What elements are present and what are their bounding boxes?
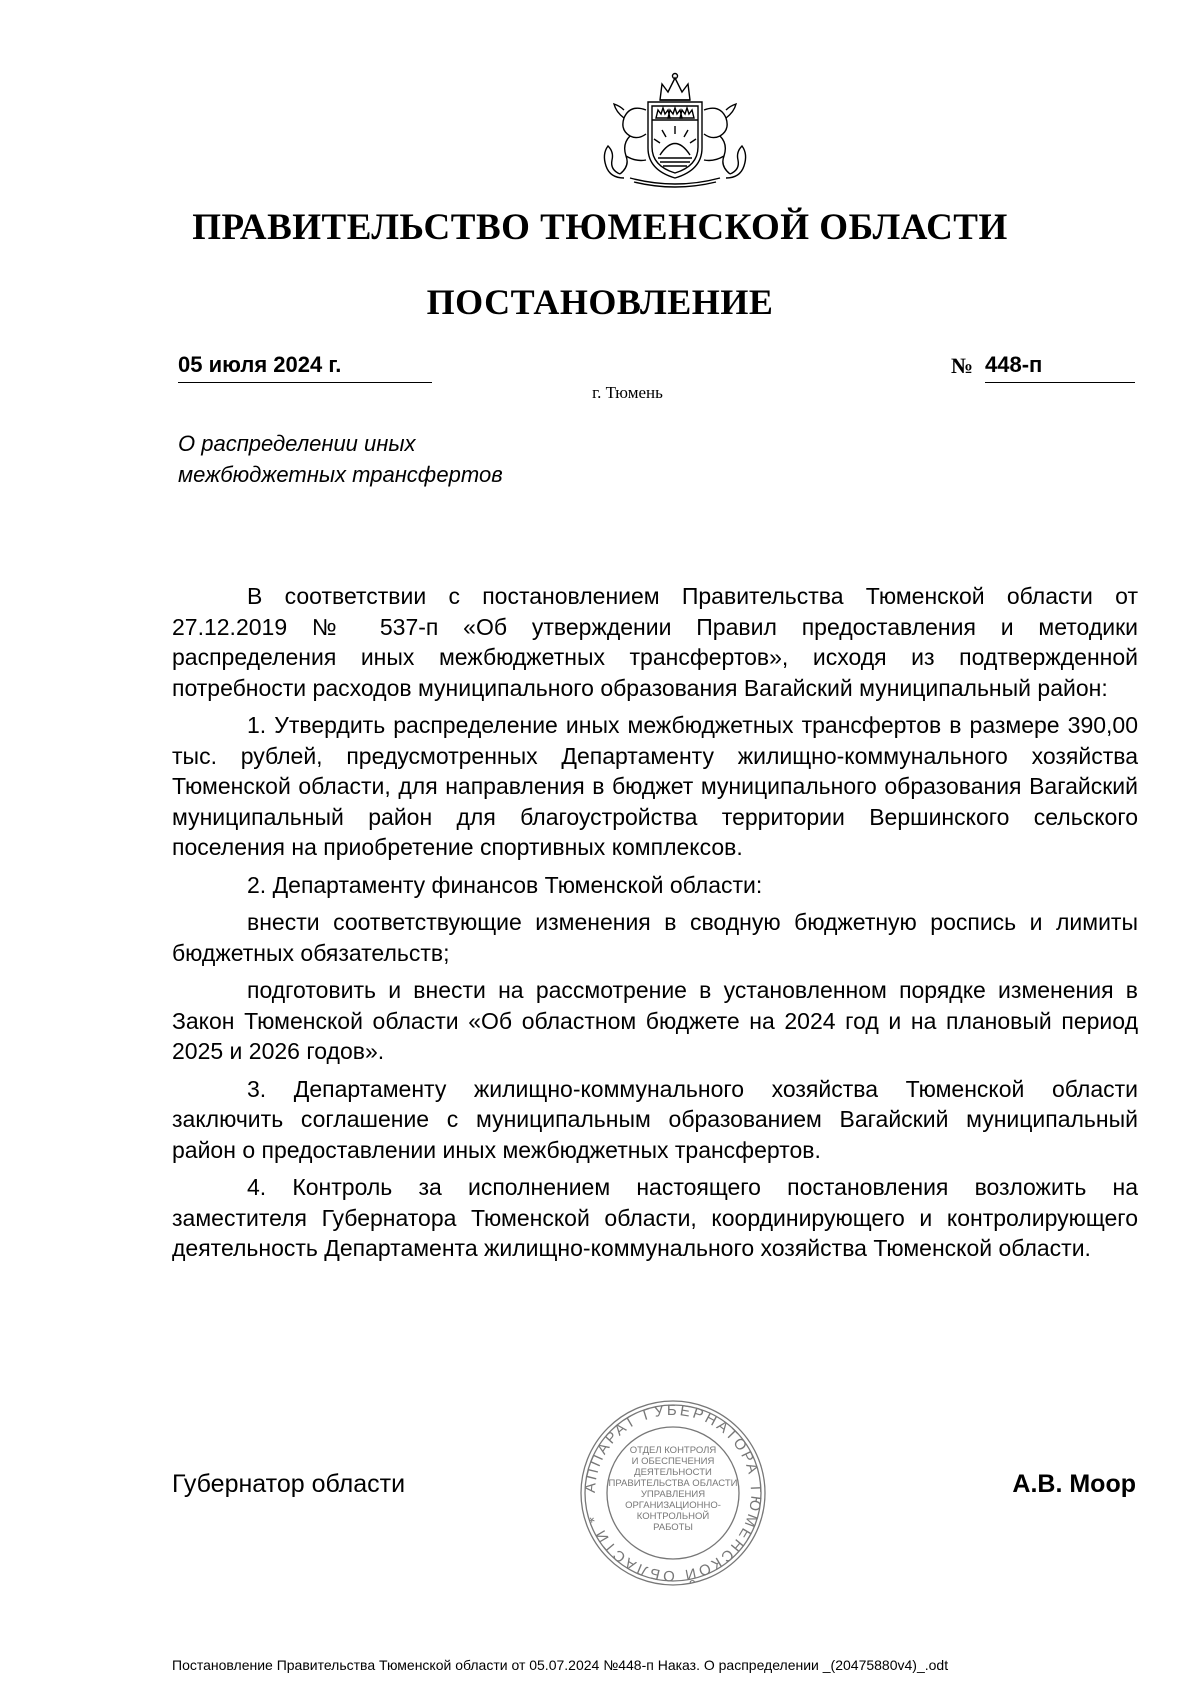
document-number	[951, 352, 1135, 382]
body-paragraph: В соответствии с постановлением Правительства Тюменской области от 27.12.2019 № 537-п «Об утверждении Правил предоставления и методики распределения иных межбюджетных трансфертов», исходя из подтвержденной потребности расходов муниципального образования Вагайский муниципальный район:	[172, 583, 1138, 701]
svg-text:И ОБЕСПЕЧЕНИЯ: И ОБЕСПЕЧЕНИЯ	[631, 1456, 715, 1467]
body-paragraph: 1. Утвердить распределение иных межбюджетных трансфертов в размере 390,00 тыс. рублей, предусмотренных Департаменту жилищно-коммунального хозяйства Тюменской области, для направления в бюджет муниципального образования Вагайский муниципальный район для благоустройства территории Вершинского сельского поселения на приобретение спортивных комплексов.	[172, 712, 1138, 860]
svg-text:РАБОТЫ: РАБОТЫ	[653, 1522, 693, 1533]
svg-text:ДЕЯТЕЛЬНОСТИ: ДЕЯТЕЛЬНОСТИ	[634, 1467, 712, 1478]
svg-text:АППАРАТ ГУБЕРНАТОРА ТЮМЕНСКОЙ: АППАРАТ ГУБЕРНАТОРА ТЮМЕНСКОЙ ОБЛАСТИ *	[581, 1401, 765, 1585]
organization-title: ПРАВИТЕЛЬСТВО ТЮМЕНСКОЙ ОБЛАСТИ	[192, 207, 1008, 248]
seal-stamp-icon	[577, 1397, 769, 1589]
signer-name: А.В. Моор	[1012, 1470, 1136, 1498]
number-value: 448-п	[985, 352, 1135, 383]
document-subject	[178, 428, 598, 490]
coat-of-arms-icon	[590, 70, 760, 188]
body-paragraph: 2. Департаменту финансов Тюменской области:	[247, 871, 763, 898]
body-paragraph: 3. Департаменту жилищно-коммунального хозяйства Тюменской области заключить соглашение с муниципальным образованием Вагайский муниципальный район о предоставлении иных межбюджетных трансфертов.	[172, 1075, 1138, 1163]
number-sign: №	[951, 353, 974, 378]
footer-file-reference: Постановление Правительства Тюменской области от 05.07.2024 №448-п Наказ. О распределении _(20475880v4)_.odt	[172, 1657, 949, 1673]
document-body	[172, 581, 1138, 1271]
subject-line-1: О распределении иных	[178, 431, 416, 456]
svg-text:ПРАВИТЕЛЬСТВА ОБЛАСТИ: ПРАВИТЕЛЬСТВА ОБЛАСТИ	[608, 1478, 738, 1489]
body-paragraph: 4. Контроль за исполнением настоящего постановления возложить на заместителя Губернатора Тюменской области, координирующего и контролирующего деятельность Департамента жилищно-коммунального хозяйства Тюменской области.	[172, 1174, 1138, 1261]
document-date: 05 июля 2024 г.	[178, 352, 432, 383]
body-paragraph: внести соответствующие изменения в сводную бюджетную роспись и лимиты бюджетных обязательств;	[172, 909, 1138, 966]
svg-text:ОТДЕЛ КОНТРОЛЯ: ОТДЕЛ КОНТРОЛЯ	[629, 1445, 717, 1456]
document-type-heading: ПОСТАНОВЛЕНИЕ	[426, 282, 774, 322]
city-label: г. Тюмень	[592, 383, 663, 402]
svg-text:ОРГАНИЗАЦИОННО-: ОРГАНИЗАЦИОННО-	[625, 1500, 721, 1511]
subject-line-2: межбюджетных трансфертов	[178, 462, 503, 487]
signer-title: Губернатор области	[172, 1470, 406, 1498]
body-paragraph: подготовить и внести на рассмотрение в установленном порядке изменения в Закон Тюменской области «Об областном бюджете на 2024 год и на плановый период 2025 и 2026 годов».	[172, 977, 1138, 1064]
svg-text:УПРАВЛЕНИЯ: УПРАВЛЕНИЯ	[640, 1489, 706, 1500]
svg-text:КОНТРОЛЬНОЙ: КОНТРОЛЬНОЙ	[636, 1511, 710, 1522]
